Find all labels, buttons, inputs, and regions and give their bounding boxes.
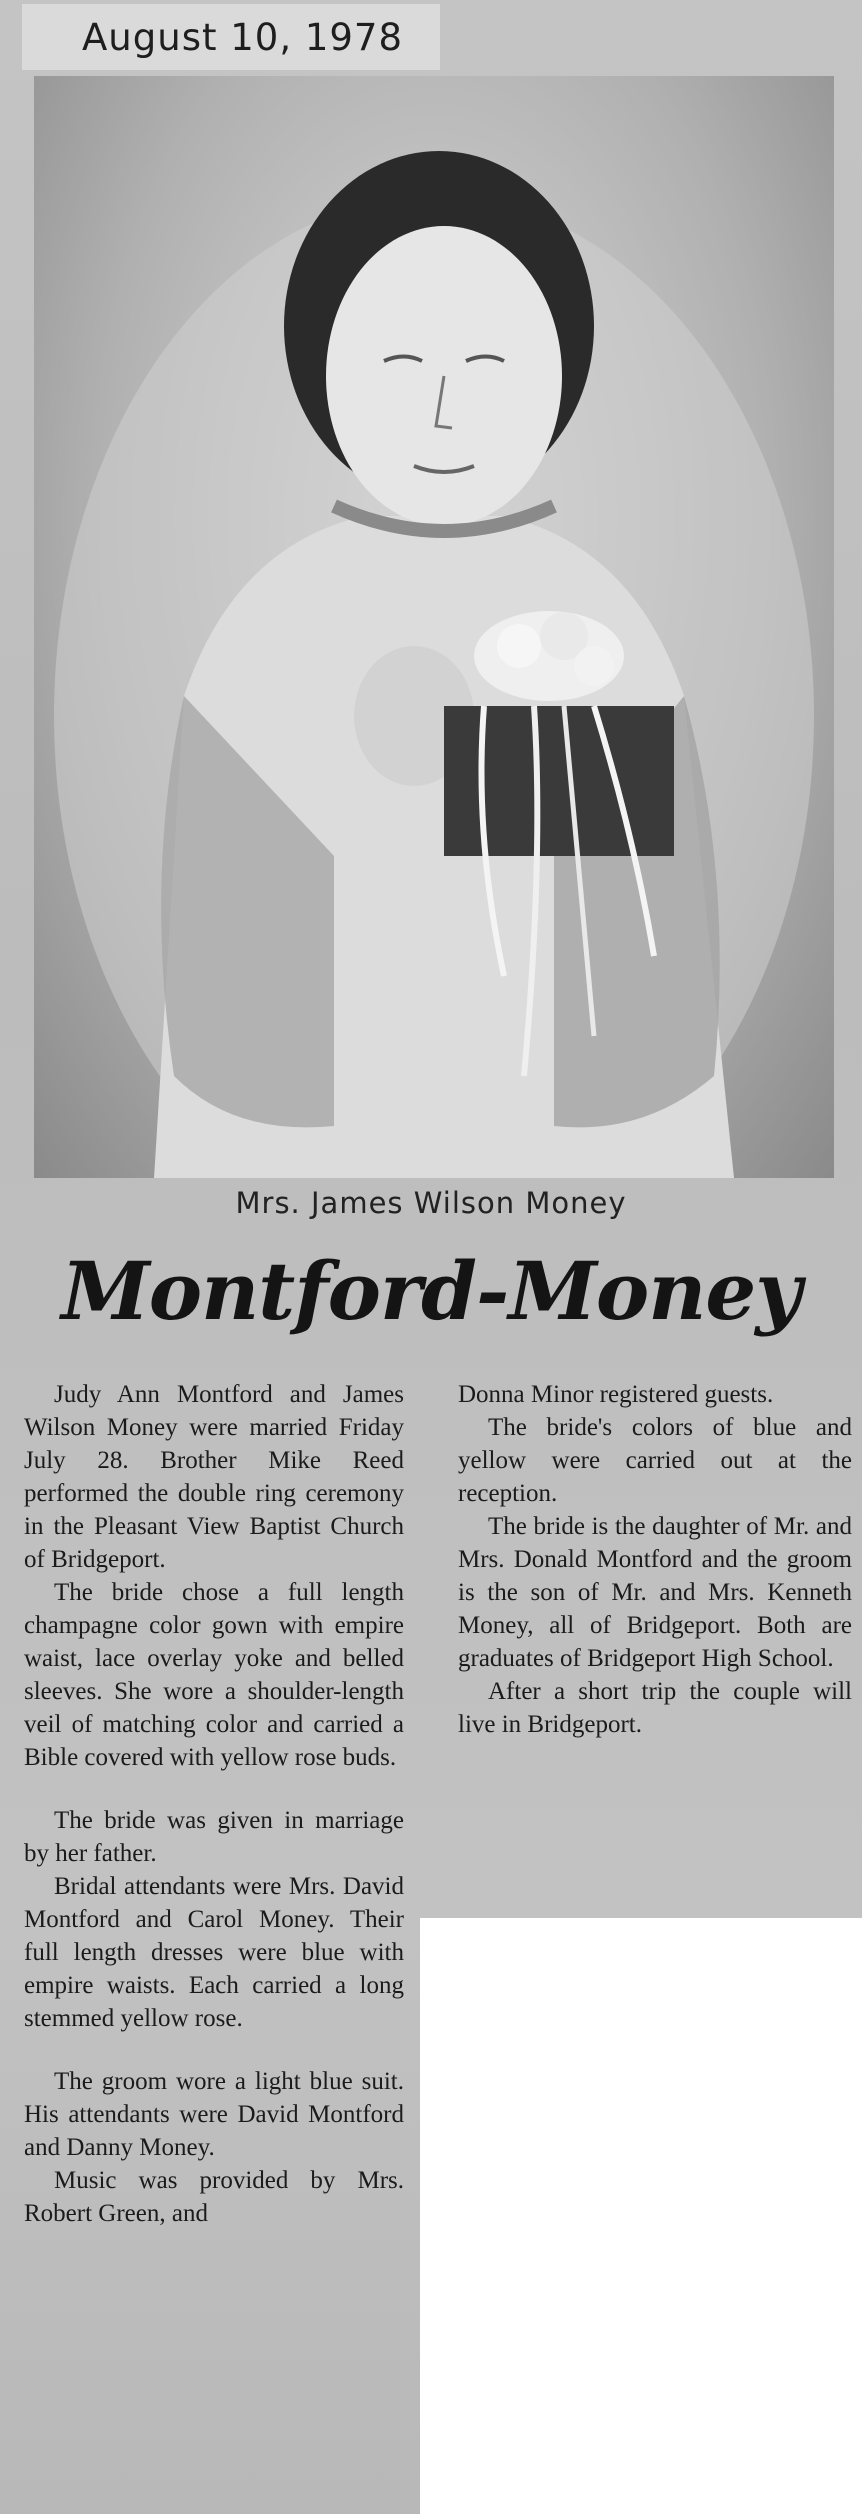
paragraph: Music was provided by Mrs. Robert Green, and bbox=[24, 2167, 404, 2227]
cut-away-area bbox=[420, 1918, 862, 2514]
photo-caption: Mrs. James Wilson Money bbox=[235, 1186, 627, 1220]
headline: Montford-Money bbox=[61, 1244, 801, 1338]
paragraph: The bride chose a full length champagne color gown with empire waist, lace overlay yoke and belled sleeves. She wore a shoulder-length veil of matching color and carried a Bible covered with yellow rose buds. bbox=[24, 1579, 404, 1771]
article-left-column bbox=[24, 1378, 404, 2230]
paragraph: The groom wore a light blue suit. His attendants were David Montford and Danny Money. bbox=[24, 2068, 404, 2161]
paragraph: After a short trip the couple will live in Bridgeport. bbox=[458, 1678, 852, 1738]
wedding-photo bbox=[34, 76, 834, 1178]
article-right-column bbox=[458, 1378, 852, 1741]
publication-date: August 10, 1978 bbox=[82, 16, 404, 59]
paragraph: The bride's colors of blue and yellow were carried out at the reception. bbox=[458, 1414, 852, 1507]
paragraph: Bridal attendants were Mrs. David Montford and Carol Money. Their full length dresses were blue with empire waists. Each carried a long stemmed yellow rose. bbox=[24, 1873, 404, 2032]
paragraph: Judy Ann Montford and James Wilson Money were married Friday July 28. Brother Mike Reed performed the double ring ceremony in the Pleasant View Baptist Church of Bridgeport. bbox=[24, 1381, 404, 1573]
paragraph: The bride is the daughter of Mr. and Mrs. Donald Montford and the groom is the son of Mr. and Mrs. Kenneth Money, all of Bridgeport. Both are graduates of Bridgeport High School. bbox=[458, 1513, 852, 1672]
paragraph: Donna Minor registered guests. bbox=[458, 1381, 774, 1408]
date-strip bbox=[22, 4, 440, 70]
paragraph: The bride was given in marriage by her father. bbox=[24, 1807, 404, 1867]
bride-portrait-image bbox=[34, 76, 834, 1178]
